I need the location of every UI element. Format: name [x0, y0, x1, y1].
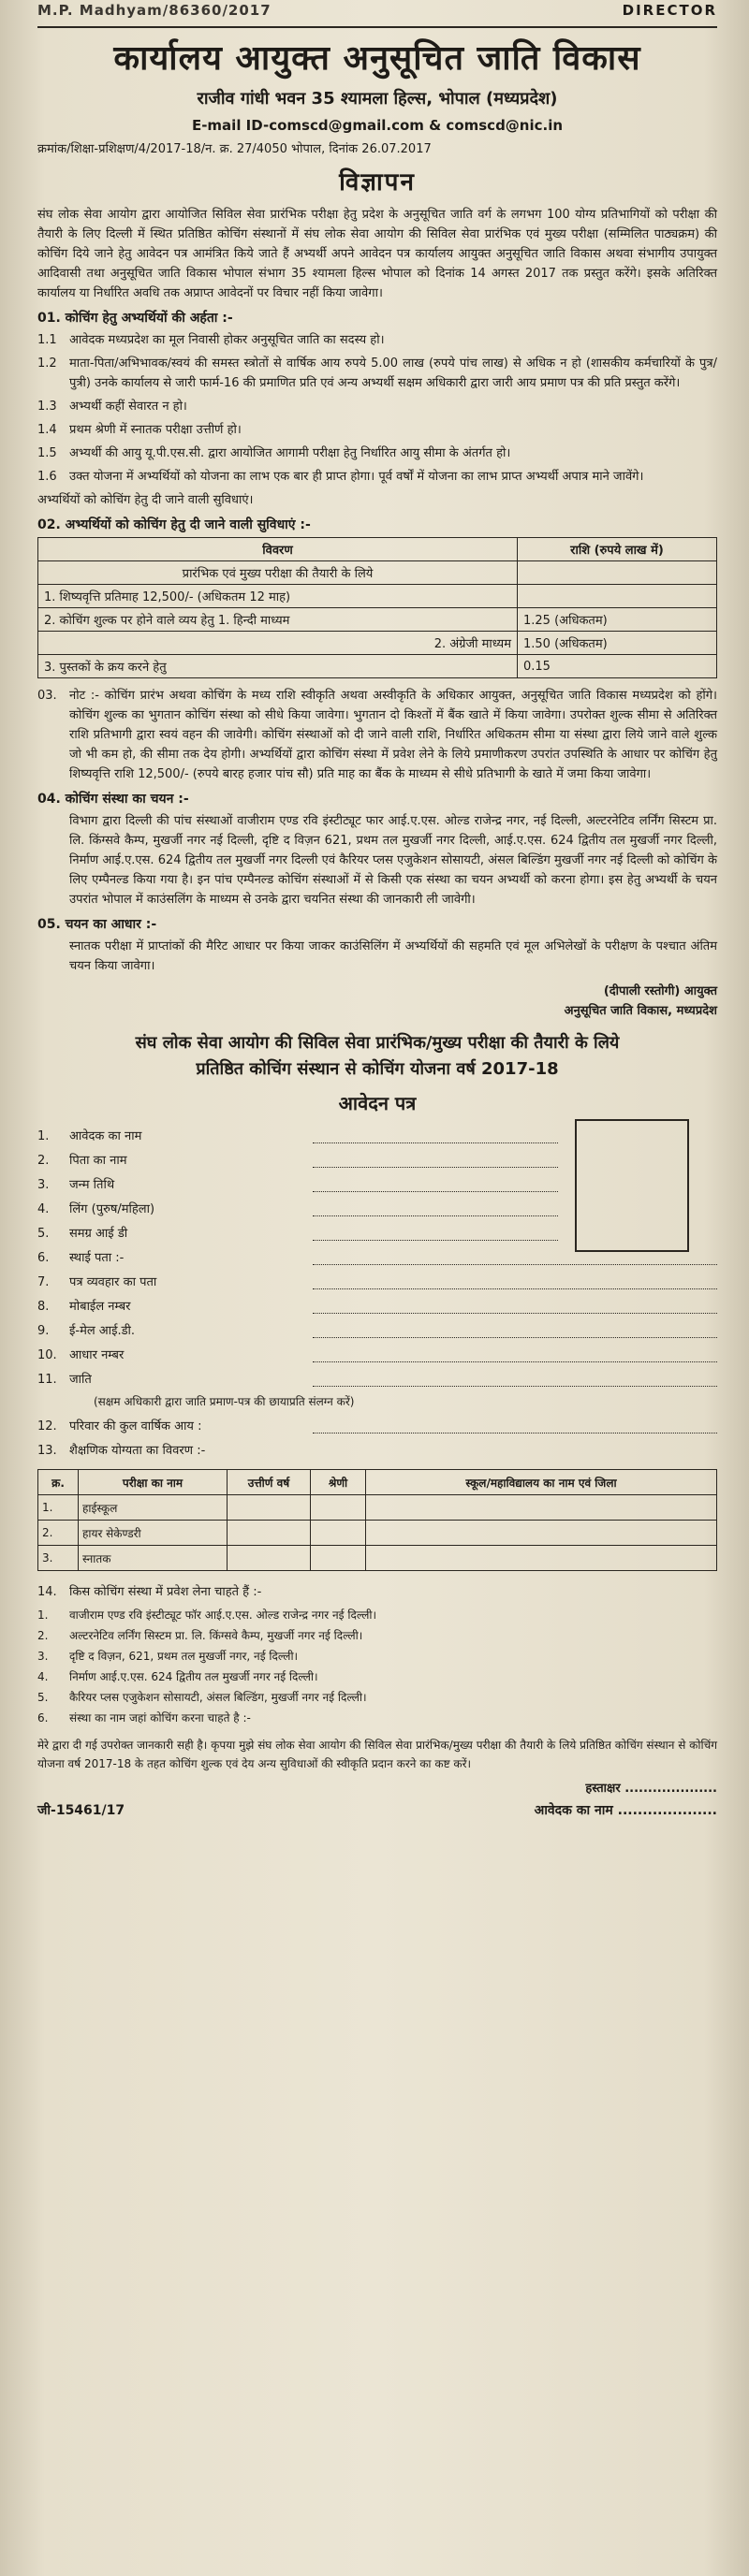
- office-email: E-mail ID-comscd@gmail.com & comscd@nic.in: [191, 117, 564, 134]
- office-title: कार्यालय आयुक्त अनुसूचित जाति विकास: [113, 39, 641, 78]
- benefits-subhead: प्रारंभिक एवं मुख्य परीक्षा की तैयारी के लिये: [38, 561, 518, 585]
- form-field[interactable]: 12. परिवार की कुल वार्षिक आय :: [37, 1415, 717, 1439]
- intro-paragraph: संघ लोक सेवा आयोग द्वारा आयोजित सिविल सेवा प्रारंभिक परीक्षा हेतु प्रदेश के अनुसूचित जाति वर्ग के लगभग 100 योग्य प्रतिभागियों को परीक्षा की तैयारी के लिए दिल्ली में स्थित प्रतिष्ठित कोचिंग संस्थानों में संघ लोक सेवा आयोग की सिविल सेवा प्रारंभिक एवं मुख्य परीक्षा (सम्मिलित पाठ्यक्रम) की कोचिंग दिये जाने हेतु आवेदन पत्र आमंत्रित किये जाते हैं अभ्यर्थी अपने आवेदन पत्र कार्यालय आयुक्त अनुसूचित जाति विकास अथवा संभागीय उपायुक्त आदिवासी तथा अनुसूचित जाति विकास भोपाल संभाग 35 श्यामला हिल्स भोपाल को दिनांक 14 अगस्त 2017 तक प्रस्तुत करेंगे। इसके अतिरिक्त कार्यालय या निर्धारित अवधि तक अप्राप्त आवेदनों पर विचार नहीं किया जावेगा।: [37, 208, 717, 300]
- eligibility-item: 1.6 उक्त योजना में अभ्यर्थियों को योजना का लाभ एक बार ही प्राप्त होगा। पूर्व वर्षों में योजना का लाभ प्राप्त अभ्यर्थी अपात्र माने जावेंगे।: [37, 470, 644, 484]
- office-address: राजीव गांधी भवन 35 श्यामला हिल्स, भोपाल (मध्यप्रदेश): [197, 89, 558, 109]
- top-rule: [37, 26, 717, 28]
- list-item[interactable]: 5. कैरियर प्लस एजुकेशन सोसायटी, अंसल बिल्डिंग, मुखर्जी नगर नई दिल्ली।: [37, 1691, 367, 1704]
- reference-number: क्रमांक/शिक्षा-प्रशिक्षण/4/2017-18/न. क्र. 27/4050 भोपाल, दिनांक 26.07.2017: [37, 142, 432, 156]
- form-field[interactable]: 2. पिता का नाम: [37, 1149, 717, 1173]
- caste-certificate-note: (सक्षम अधिकारी द्वारा जाति प्रमाण-पत्र की छायाप्रति संलग्न करें): [94, 1395, 355, 1408]
- eligibility-item: 1.4 प्रथम श्रेणी में स्नातक परीक्षा उत्तीर्ण हो।: [37, 423, 242, 437]
- section-3-note: 03. नोट :- कोचिंग प्रारंभ अथवा कोचिंग के मध्य राशि स्वीकृति अथवा अस्वीकृति के अधिकार आयुक्त, अनुसूचित जाति विकास मध्यप्रदेश को होंगे। कोचिंग शुल्क का भुगतान कोचिंग संस्था को सीधे किया जावेगा। भुगतान दो किश्तों में बैंक खाते में किया जावेगा। उपरोक्त शुल्क सीमा से अतिरिक्त राशि प्रतिभागी द्वारा स्वयं वहन की जावेगी। कोचिंग संस्थाओं को दी जाने वाली राशि, निर्धारित अधिकतम सीमा या संस्था द्वारा लिये जाने वाले शुल्क जो भी कम हो, की सीमा तक देय होगी। अभ्यर्थियों द्वारा कोचिंग संस्था में प्रवेश लेने के लिये प्रमाणीकरण उपरांत उपस्थिति के आधार पर कोचिंग हेतु शिष्यवृत्ति राशि 12,500/- (रुपये बारह हजार पांच सौ) प्रति माह का बैंक के माध्यम से सीधे प्रतिभागी के खाते में जमा किया जावेगा।: [37, 689, 717, 781]
- eligibility-item: 1.1 आवेदक मध्यप्रदेश का मूल निवासी होकर अनुसूचित जाति का सदस्य हो।: [37, 333, 385, 347]
- table-row: 3. पुस्तकों के क्रय करने हेतु 0.15: [38, 655, 717, 678]
- section-4-title: 04. कोचिंग संस्था का चयन :-: [37, 792, 189, 807]
- table-row[interactable]: 2. हायर सेकेण्डरी: [38, 1521, 717, 1546]
- director-label: DIRECTOR: [622, 2, 717, 19]
- section-4-text: विभाग द्वारा दिल्ली की पांच संस्थाओं वाजीराम एण्ड रवि इंस्टीट्यूट फार आई.ए.एस. ओल्ड राजेन्द्र नगर, नई दिल्ली, अल्टरनेटिव लर्निंग सिस्टम प्रा. लि. किंग्सवे कैम्प, मुखर्जी नगर नई दिल्ली, दृष्टि द विज़न 621, प्रथम तल मुखर्जी नगर दिल्ली, आई.ए.एस. 624 द्वितीय तल मुखर्जी नगर दिल्ली, निर्माण आई.ए.एस. 624 द्वितीय तल मुखर्जी नगर दिल्ली एवं कैरियर प्लस एजुकेशन सोसायटी, अंसल बिल्डिंग मुखर्जी नगर नई दिल्ली को कोचिंग के लिए एम्पैनल्ड किया गया है। इन पांच एम्पैनल्ड कोचिंग संस्थाओं में से किसी एक संस्था का चयन अभ्यर्थी को करना होगा। इस हेतु अभ्यर्थी के चयन उपरांत भोपाल में काउंसलिंग के माध्यम से उनके द्वारा चयनित संस्था की जानकारी ली जावेगी।: [69, 814, 717, 907]
- form-field[interactable]: 6. स्थाई पता :-: [37, 1246, 717, 1271]
- form-field[interactable]: 10. आधार नम्बर: [37, 1344, 717, 1368]
- col-description: विवरण: [38, 538, 518, 561]
- section-1-title: 01. कोचिंग हेतु अभ्यर्थियों की अर्हता :-: [37, 311, 233, 326]
- application-form-heading: आवेदन पत्र: [338, 1092, 417, 1114]
- form-field[interactable]: 8. मोबाईल नम्बर: [37, 1295, 717, 1319]
- form-field[interactable]: 7. पत्र व्यवहार का पता: [37, 1271, 717, 1295]
- footer: [37, 1801, 717, 1819]
- application-form: [37, 1125, 717, 1819]
- advertisement-code: जी-15461/17: [37, 1803, 125, 1818]
- table-row: 2. अंग्रेजी माध्यम 1.50 (अधिकतम): [38, 632, 717, 655]
- advertisement-heading: विज्ञापन: [339, 168, 416, 196]
- form-field[interactable]: 9. ई-मेल आई.डी.: [37, 1319, 717, 1344]
- eligibility-item: 1.3 अभ्यर्थी कहीं सेवारत न हो।: [37, 400, 187, 414]
- registration-number: M.P. Madhyam/86360/2017: [37, 2, 272, 19]
- form-title: संघ लोक सेवा आयोग की सिविल सेवा प्रारंभिक/मुख्य परीक्षा की तैयारी के लिये प्रतिष्ठित कोचिंग संस्थान से कोचिंग योजना वर्ष 2017-18: [135, 1033, 620, 1079]
- eligibility-list: [37, 330, 717, 487]
- declaration-text: मेरे द्वारा दी गई उपरोक्त जानकारी सही है। कृपया मुझे संघ लोक सेवा आयोग की सिविल सेवा प्रारंभिक/मुख्य परीक्षा की तैयारी के लिये प्रतिष्ठित कोचिंग संस्थान से कोचिंग योजना वर्ष 2017-18 के तहत कोचिंग शुल्क एवं देय अन्य सुविधाओं की स्वीकृति प्रदान करने का कष्ट करें।: [37, 1739, 717, 1770]
- section-2-title: 02. अभ्यर्थियों को कोचिंग हेतु दी जाने वाली सुविधाएं :-: [37, 517, 311, 532]
- eligibility-item: 1.5 अभ्यर्थी की आयु यू.पी.एस.सी. द्वारा आयोजित आगामी परीक्षा हेतु निर्धारित आयु सीमा के अंतर्गत हो।: [37, 446, 511, 460]
- list-item[interactable]: 2. अल्टरनेटिव लर्निंग सिस्टम प्रा. लि. किंग्सवे कैम्प, मुखर्जी नगर नई दिल्ली।: [37, 1629, 363, 1642]
- eligibility-item: 1.2 माता-पिता/अभिभावक/स्वयं की समस्त स्त्रोतों से वार्षिक आय रुपये 5.00 लाख (रुपये पांच लाख) से अधिक न हो (शासकीय कर्मचारियों के पुत्र/पुत्री) उनके कार्यालय से जारी फार्म-16 की प्रमाणित प्रति एवं अन्य अभ्यर्थी सक्षम अधिकारी द्वारा जारी आय प्रमाण पत्र की प्रति प्रस्तुत करेंगे।: [37, 357, 717, 390]
- form-field[interactable]: 3. जन्म तिथि: [37, 1173, 717, 1198]
- top-strip: [37, 0, 717, 24]
- section-5-title: 05. चयन का आधार :-: [37, 917, 157, 932]
- education-table: क्र. परीक्षा का नाम उत्तीर्ण वर्ष श्रेणी स्कूल/महाविद्यालय का नाम एवं जिला 1. हाईस्कूल 2. हायर सेकेण्डरी 3. स्नातक: [37, 1469, 717, 1571]
- col-amount: राशि (रुपये लाख में): [518, 538, 717, 561]
- signatory-name: (दीपाली रस्तोगी) आयुक्त: [603, 984, 717, 998]
- table-row[interactable]: 1. हाईस्कूल: [38, 1495, 717, 1521]
- signatory-department: अनुसूचित जाति विकास, मध्यप्रदेश: [564, 1004, 717, 1018]
- table-row: 1. शिष्यवृत्ति प्रतिमाह 12,500/- (अधिकतम 12 माह): [38, 585, 717, 608]
- list-item[interactable]: 4. निर्माण आई.ए.एस. 624 द्वितीय तल मुखर्जी नगर नई दिल्ली।: [37, 1670, 318, 1683]
- list-item[interactable]: 3. दृष्टि द विज़न, 621, प्रथम तल मुखर्जी नगर, नई दिल्ली।: [37, 1650, 299, 1663]
- section-1-tail: अभ्यर्थियों को कोचिंग हेतु दी जाने वाली सुविधाएं।: [37, 493, 254, 507]
- education-heading: 13. शैक्षणिक योग्यता का विवरण :-: [37, 1444, 206, 1458]
- signature-label[interactable]: हस्ताक्षर ....................: [585, 1782, 717, 1796]
- list-item[interactable]: 6. संस्था का नाम जहां कोचिंग करना चाहते है :-: [37, 1711, 251, 1725]
- list-item[interactable]: 1. वाजीराम एण्ड रवि इंस्टीट्यूट फॉर आई.ए.एस. ओल्ड राजेन्द्र नगर नई दिल्ली।: [37, 1608, 377, 1622]
- form-field[interactable]: 11. जाति: [37, 1368, 717, 1392]
- table-row: 2. कोचिंग शुल्क पर होने वाले व्यय हेतु 1. हिन्दी माध्यम 1.25 (अधिकतम): [38, 608, 717, 632]
- form-field[interactable]: 1. आवेदक का नाम: [37, 1125, 717, 1149]
- institute-choice-heading: 14. किस कोचिंग संस्था में प्रवेश लेना चाहते हैं :-: [37, 1585, 262, 1599]
- photo-box: [575, 1119, 689, 1252]
- applicant-name-label[interactable]: आवेदक का नाम ....................: [534, 1803, 717, 1818]
- form-field[interactable]: 4. लिंग (पुरुष/महिला): [37, 1198, 717, 1222]
- section-5-text: स्नातक परीक्षा में प्राप्तांकों की मैरिट आधार पर किया जाकर काउंसिलिंग में अभ्यर्थियों की सहमति एवं मूल अभिलेखों के परीक्षण के पश्चात अंतिम चयन किया जावेगा।: [69, 939, 717, 973]
- institute-list: [37, 1605, 717, 1728]
- benefits-table: [37, 537, 717, 678]
- form-field[interactable]: 5. समग्र आई डी: [37, 1222, 717, 1246]
- signature-block: [37, 982, 717, 1021]
- table-row[interactable]: 3. स्नातक: [38, 1546, 717, 1571]
